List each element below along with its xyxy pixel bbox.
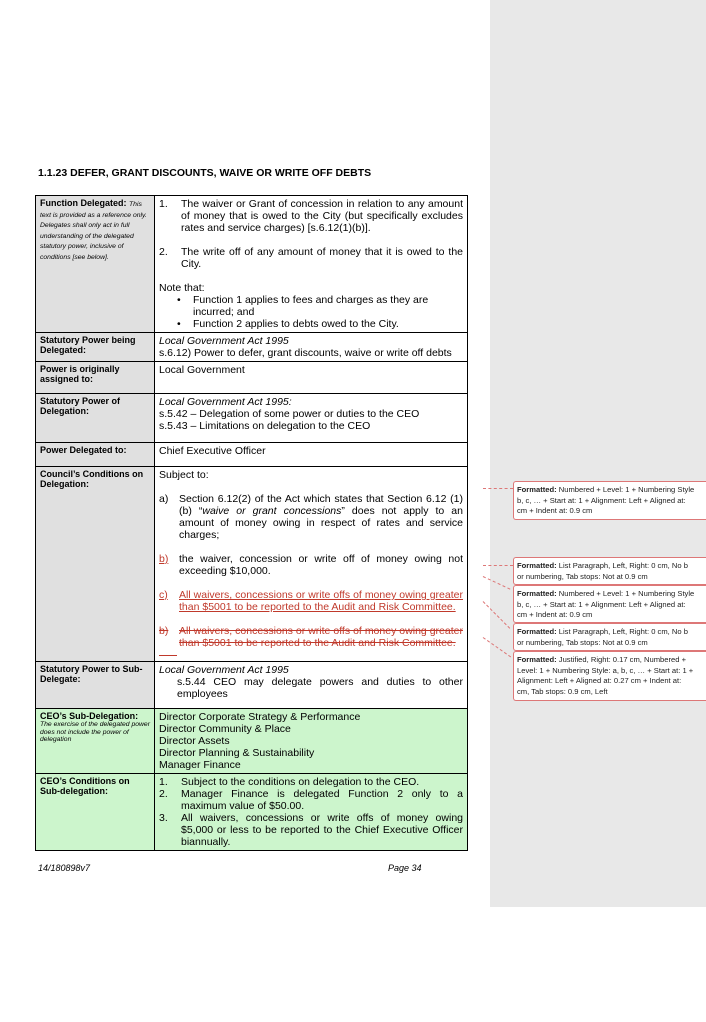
value-cell [155,196,468,333]
comment-leader [483,565,513,566]
condition-item: b) the waiver, concession or write off of money owing not exceeding $10,000. [159,553,463,577]
value-cell: Chief Executive Officer [155,443,468,467]
value-cell [155,662,468,709]
row-ceo-subdelegation [36,709,468,774]
list-item: 2. The write off of any amount of money that it is owed to the City. [159,246,463,270]
row-delegated-to [36,443,468,467]
officer-item: Director Planning & Sustainability [159,747,315,759]
formatting-comment[interactable]: Formatted: Justified, Right: 0.17 cm, Numbered + Level: 1 + Numbering Style: a, b, c, … + Start at: 1 + Alignment: Left + Aligned at: 0.27 cm + Indent at: cm, Tab stops: 0.9 cm, Left [513,651,706,701]
deleted-condition: b) All waivers, concessions or write offs of money owing greater than $5001 to be reported to the Audit and Risk Committee. [159,625,463,649]
officer-item: Manager Finance [159,759,241,771]
row-power-to-subdelegate [36,662,468,709]
value-cell [155,467,468,662]
row-function-delegated [36,196,468,333]
value-cell [155,774,468,851]
label-cell: Council’s Conditions on Delegation: [36,467,155,662]
value-cell [155,394,468,443]
label-note: The exercise of the delegated power does not include the power of delegation [40,721,150,744]
label-cell [36,709,155,774]
label-cell: Power Delegated to: [36,443,155,467]
inserted-condition: c) All waivers, concessions or write offs of money owing greater than $5001 to be reported to the Audit and Risk Committee. [159,589,463,613]
value-cell [155,709,468,774]
formatting-comment[interactable]: Formatted: List Paragraph, Left, Right: 0 cm, No b or numbering, Tab stops: Not at 0.9 cm [513,557,706,585]
value-text: s.5.42 – Delegation of some power or duties to the CEO [159,408,420,420]
officer-item: Director Assets [159,735,230,747]
label-cell: CEO’s Conditions on Sub-delegation: [36,774,155,851]
act-name: Local Government Act 1995 [159,335,289,347]
label-cell: Statutory Power of Delegation: [36,394,155,443]
row-council-conditions [36,467,468,662]
label-cell [36,196,155,333]
page-number: Page 34 [388,863,422,873]
note-intro: Note that: [159,282,205,294]
value-text: s.6.12) Power to defer, grant discounts, waive or write off debts [159,347,452,359]
formatting-comment[interactable]: Formatted: List Paragraph, Left, Right: 0 cm, No b or numbering, Tab stops: Not at 0.9 cm [513,623,706,651]
section-heading: 1.1.23 DEFER, GRANT DISCOUNTS, WAIVE OR WRITE OFF DEBTS [38,167,372,179]
condition-item: a) Section 6.12(2) of the Act which states that Section 6.12 (1) (b) “waive or grant concessions” does not apply to an amount of money owing in respect of rates and service charges; [159,493,463,541]
list-item: 3. All waivers, concessions or write offs of money owing $5,000 or less to be reported to the Chief Executive Officer biannually. [159,812,463,848]
label-text: CEO’s Sub-Delegation: [40,711,139,721]
officer-item: Director Corporate Strategy & Performance [159,711,361,723]
delegation-table [35,195,468,851]
formatting-comment[interactable]: Formatted: Numbered + Level: 1 + Numbering Style b, c, … + Start at: 1 + Alignment: Left + Aligned at: cm + Indent at: 0.9 cm [513,585,706,623]
row-originally-assigned [36,362,468,394]
row-statutory-power [36,333,468,362]
list-item: 2. Manager Finance is delegated Function 2 only to a maximum value of $50.00. [159,788,463,812]
label-cell: Power is originally assigned to: [36,362,155,394]
value-text: s.5.44 CEO may delegate powers and duties to other employees [177,676,463,700]
comment-leader [483,488,513,489]
label-text: Function Delegated: [40,198,127,208]
value-cell: Local Government [155,362,468,394]
value-cell [155,333,468,362]
act-name: Local Government Act 1995: [159,396,292,408]
bullet-item: • Function 1 applies to fees and charges as they are incurred; and [177,294,429,318]
conditions-intro: Subject to: [159,469,209,481]
markup-pane [490,0,706,907]
deleted-paragraph-mark [159,655,177,656]
label-note: This text is provided as a reference only. Delegates shall only act in full understanding of the delegated statutory power, inclusive of conditions [see below]. [40,201,147,261]
list-item: 1. Subject to the conditions on delegation to the CEO. [159,776,420,788]
label-cell: Statutory Power being Delegated: [36,333,155,362]
officer-item: Director Community & Place [159,723,291,735]
act-name: Local Government Act 1995 [159,664,289,676]
formatting-comment[interactable]: Formatted: Numbered + Level: 1 + Numbering Style b, c, … + Start at: 1 + Alignment: Left + Aligned at: cm + Indent at: 0.9 cm [513,481,706,520]
list-item: 1. The waiver or Grant of concession in relation to any amount of money that is owed to the City (but specifically excludes rates and service charges) [s.6.12(1)(b)]. [159,198,463,234]
label-cell: Statutory Power to Sub-Delegate: [36,662,155,709]
row-power-of-delegation [36,394,468,443]
value-text: s.5.43 – Limitations on delegation to the CEO [159,420,371,432]
bullet-item: • Function 2 applies to debts owed to the City. [177,318,399,330]
document-reference: 14/180898v7 [38,863,91,873]
row-ceo-conditions [36,774,468,851]
